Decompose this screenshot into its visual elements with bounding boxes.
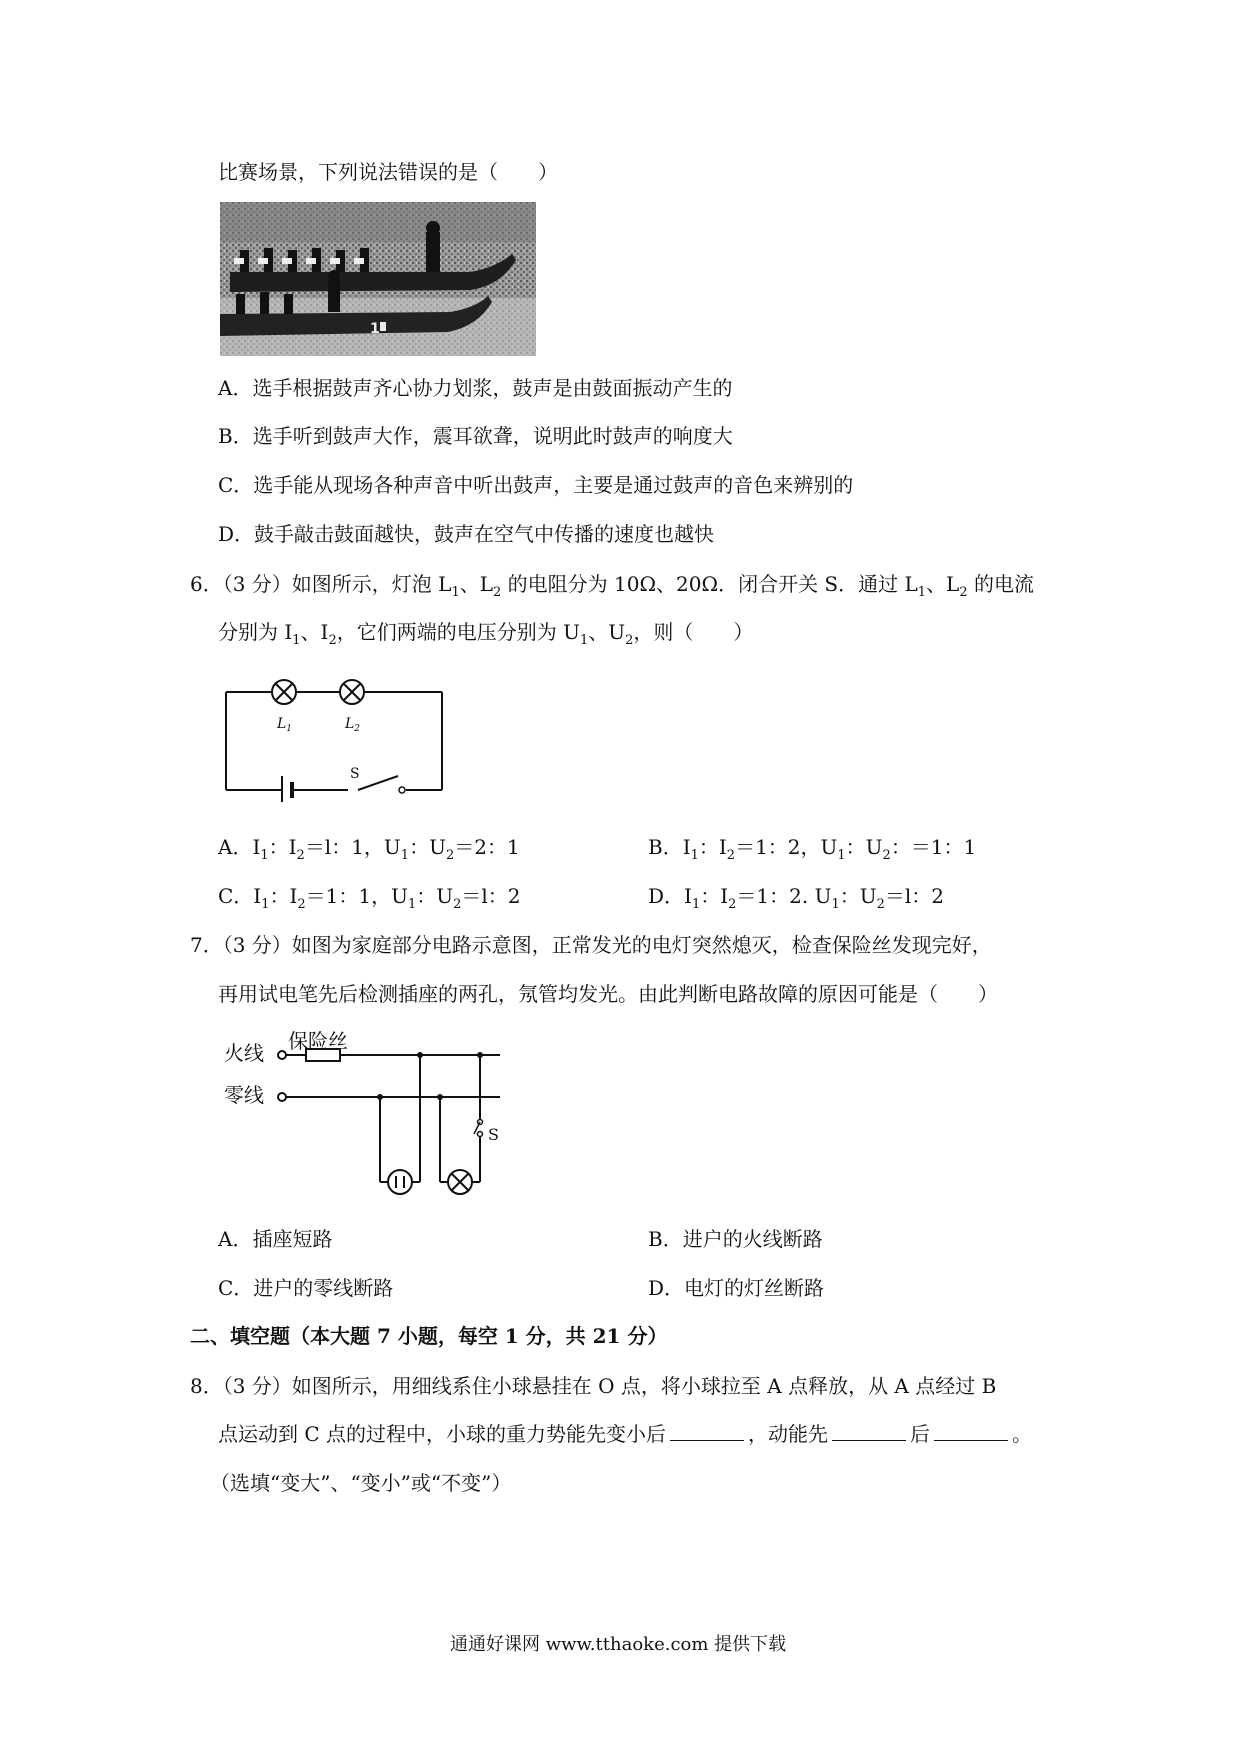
q7-stem-line2: 再用试电笔先后检测插座的两孔，氖管均发光。由此判断电路故障的原因可能是（ ）: [218, 982, 998, 1006]
q5-option-d: D．鼓手敲击鼓面越快，鼓声在空气中传播的速度也越快: [218, 522, 715, 546]
answer-blank-3[interactable]: [934, 1420, 1008, 1441]
switch-s-label: S: [350, 766, 360, 782]
q7-stem-line1: 7．（3 分）如图为家庭部分电路示意图，正常发光的电灯突然熄灭，检查保险丝发现完好，: [190, 933, 992, 957]
lamp-icon: [448, 1170, 472, 1194]
q6-stem-line1: 6．（3 分）如图所示，灯泡 $L_1$、$L_2$ 的电阻分为 10Ω、20Ω．闭合开关 S．通过 $L_1$、$L_2$ 的电流: [190, 572, 1034, 600]
lamp-l1-label: $L_1$: [277, 716, 293, 734]
boat-number-label: 1: [370, 321, 380, 337]
q6-option-a: A．$I_1$：$I_2=l$：1，$U_1$：$U_2=2$：1: [218, 835, 520, 863]
q5-option-a: A．选手根据鼓声齐心协力划浆，鼓声是由鼓面振动产生的: [218, 376, 733, 400]
q6-option-d: D．$I_1$：$I_2=1$：2. $U_1$：$U_2=l$：2: [648, 884, 944, 912]
neutral-wire-label: 零线: [224, 1083, 264, 1107]
q8-stem-line3: （选填“变大”、“变小”或“不变”）: [210, 1471, 512, 1495]
answer-blank-1[interactable]: [670, 1420, 744, 1441]
lamp-l2-label: $L_2$: [345, 716, 361, 734]
q5-stem-tail: 比赛场景，下列说法错误的是（ ）: [218, 160, 558, 184]
q6-stem-line2: 分别为 $I_1$、$I_2$，它们两端的电压分别为 $U_1$、$U_2$，则（ ）: [218, 620, 754, 648]
lamp-l2-icon: [340, 680, 364, 704]
answer-blank-2[interactable]: [832, 1420, 906, 1441]
series-circuit-diagram: [220, 672, 448, 802]
fuse-label: 保险丝: [288, 1030, 348, 1053]
switch-s-label: S: [488, 1125, 499, 1144]
q5-option-b: B．选手听到鼓声大作，震耳欲聋，说明此时鼓声的响度大: [218, 424, 733, 448]
q7-option-d: D．电灯的灯丝断路: [648, 1276, 825, 1300]
q8-stem-line2: 点运动到 C 点的过程中，小球的重力势能先变小后 ，动能先 后 。: [218, 1422, 1033, 1446]
switch-icon: [474, 1120, 483, 1137]
lamp-l1-icon: [272, 680, 296, 704]
q7-option-a: A．插座短路: [218, 1227, 333, 1251]
switch-icon: [399, 787, 405, 793]
household-circuit-diagram: [218, 1030, 518, 1200]
live-wire-label: 火线: [224, 1041, 264, 1065]
page-footer: 通通好课网 www.tthaoke.com 提供下载: [450, 1634, 787, 1655]
q5-option-c: C．选手能从现场各种声音中听出鼓声，主要是通过鼓声的音色来辨别的: [218, 473, 854, 497]
q6-option-c: C．$I_1$：$I_2=1$：1，$U_1$：$U_2=l$：2: [218, 884, 521, 912]
q7-option-b: B．进户的火线断路: [648, 1227, 823, 1251]
dragon-boat-photo: [220, 202, 536, 356]
q6-option-b: B．$I_1$：$I_2=1$：2，$U_1$：$U_2$：＝1：1: [648, 835, 977, 863]
socket-icon: [388, 1170, 412, 1194]
battery-icon: [282, 776, 292, 802]
q7-option-c: C．进户的零线断路: [218, 1276, 394, 1300]
section-2-heading: 二、填空题（本大题 7 小题，每空 1 分，共 21 分）: [190, 1324, 668, 1348]
q8-stem-line1: 8．（3 分）如图所示，用细线系住小球悬挂在 O 点，将小球拉至 A 点释放，从 A 点经过 B: [190, 1374, 997, 1398]
